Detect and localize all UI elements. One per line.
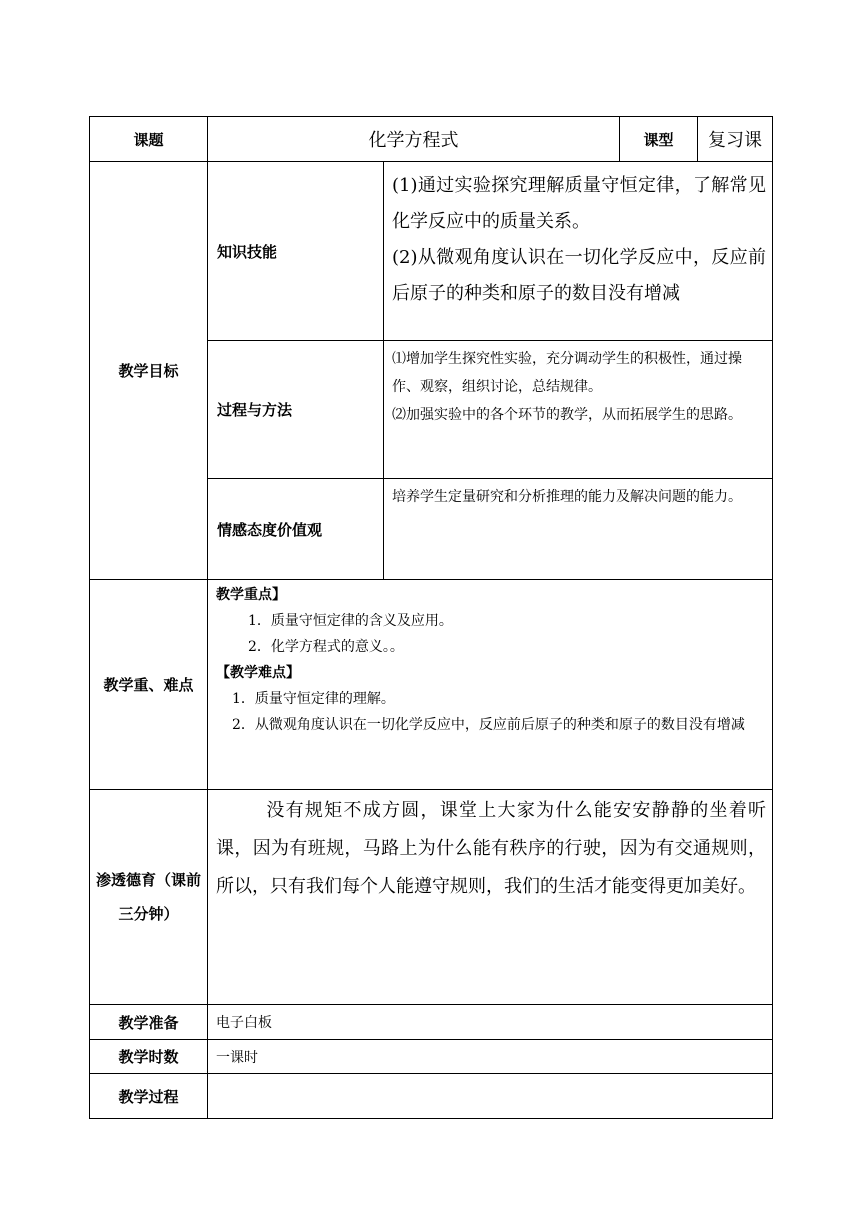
knowledge-line-2: (2)从微观角度认识在一切化学反应中，反应前后原子的种类和原子的数目没有增减 <box>392 247 766 304</box>
process-line-1: ⑴增加学生探究性实验，充分调动学生的积极性，通过操作、观察，组织讨论，总结规律。 <box>392 351 742 395</box>
knowledge-content <box>384 162 773 341</box>
prep-label: 教学准备 <box>90 1005 208 1040</box>
moral-label: 渗透德育（课前三分钟） <box>90 790 208 1005</box>
focus-item-1: 1．质量守恒定律的含义及应用。 <box>248 613 453 629</box>
focus-item-2: 2．化学方程式的意义。。 <box>248 639 404 655</box>
goals-knowledge-row <box>90 162 773 341</box>
process-row-label: 教学过程 <box>90 1074 208 1119</box>
topic-label: 课题 <box>90 117 208 162</box>
process-row <box>90 1074 773 1119</box>
difficulty-item-1: 1．质量守恒定律的理解。 <box>232 691 395 707</box>
hours-row <box>90 1040 773 1074</box>
topic-value: 化学方程式 <box>208 117 620 162</box>
hours-label: 教学时数 <box>90 1040 208 1074</box>
knowledge-line-1: (1)通过实验探究理解质量守恒定律，了解常见化学反应中的质量关系。 <box>392 175 766 232</box>
attitude-content <box>384 479 773 580</box>
process-line-2: ⑵加强实验中的各个环节的教学，从而拓展学生的思路。 <box>392 407 742 423</box>
attitude-label: 情感态度价值观 <box>208 479 384 580</box>
lesson-plan-table <box>89 116 773 1119</box>
type-label: 课型 <box>620 117 698 162</box>
difficulty-header: 【教学难点】 <box>216 665 300 681</box>
moral-content: 没有规矩不成方圆，课堂上大家为什么能安安静静的坐着听课，因为有班规，马路上为什么能有秩序的行驶，因为有交通规则，所以，只有我们每个人能遵守规则，我们的生活才能变得更加美好。 <box>208 790 773 1005</box>
prep-row <box>90 1005 773 1040</box>
process-label: 过程与方法 <box>208 341 384 479</box>
type-value: 复习课 <box>698 117 773 162</box>
difficulty-item-2: 2．从微观角度认识在一切化学反应中，反应前后原子的种类和原子的数目没有增减 <box>232 717 745 733</box>
prep-value: 电子白板 <box>208 1005 773 1040</box>
knowledge-label: 知识技能 <box>208 162 384 341</box>
process-content <box>384 341 773 479</box>
keypoints-row <box>90 580 773 790</box>
focus-header: 教学重点】 <box>216 587 286 603</box>
hours-value: 一课时 <box>208 1040 773 1074</box>
process-row-content <box>208 1074 773 1119</box>
moral-row <box>90 790 773 1005</box>
keypoints-content <box>208 580 773 790</box>
keypoints-label: 教学重、难点 <box>90 580 208 790</box>
attitude-text: 培养学生定量研究和分析推理的能力及解决问题的能力。 <box>392 489 742 505</box>
goals-label: 教学目标 <box>90 162 208 580</box>
header-row <box>90 117 773 162</box>
